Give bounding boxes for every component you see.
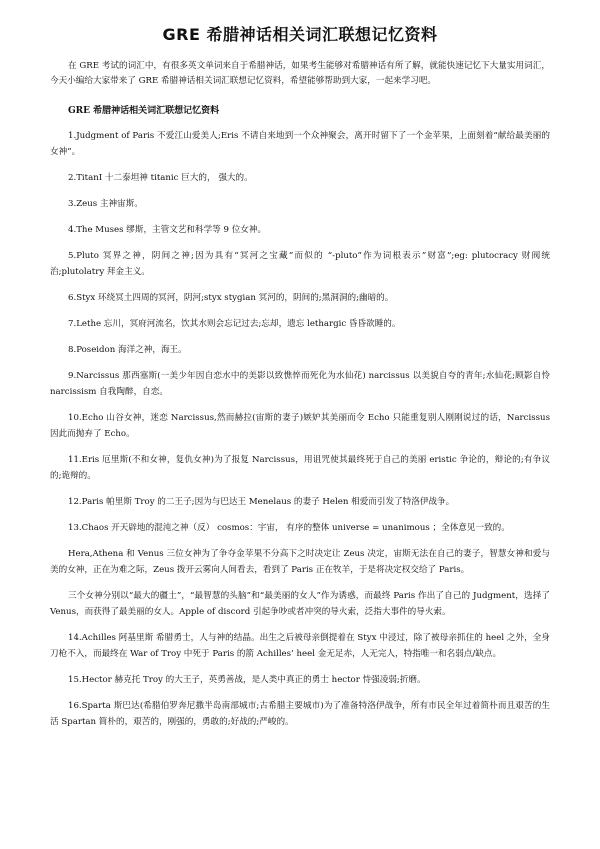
entry-item: 15.Hector 赫克托 Troy 的大王子，英勇善战，是人类中真正的勇士 hector 恃强凌弱;折磨。 (68, 675, 426, 685)
entry-item: 2.TitanI 十二泰坦神 titanic 巨大的， 强大的。 (68, 173, 253, 183)
section-heading: GRE 希腊神话相关词汇联想记忆资料 (68, 106, 220, 116)
entry-item: 5.Pluto 冥界之神，阴间之神;因为具有“冥河之宝藏”而似的 “-pluto”作为词根表示”财富”;eg: plutocracy 财阀统治;plutolatry 拜金主义。 (50, 251, 550, 277)
entry-item: 6.Styx 环绕冥土四周的冥河，阴河;styx stygian 冥河的，阴间的;黑洞洞的;幽暗的。 (68, 293, 394, 303)
entry-item: 11.Eris 厄里斯(不和女神，复仇女神)为了报复 Narcissus，用诅咒使其最终死于自己的美丽 eristic 争论的，辩论的;有争议的;诡辩的。 (50, 455, 550, 481)
entry-item: 9.Narcissus 那西塞斯(一美少年因自恋水中的美影以致憔悴而死化为水仙花) narcissus 以美貌自夸的青年;水仙花;顾影自怜 narcissism 自我陶醉，自恋。 (50, 371, 550, 397)
entry-item: 13.Chaos 开天辟地的混沌之神（反） cosmos：宇宙， 有序的整体 universe = unanimous ；全体意见一致的。 (68, 523, 510, 533)
entry-item: 12.Paris 帕里斯 Troy 的二王子;因为与巴达王 Menelaus 的妻子 Helen 相爱而引发了特洛伊战争。 (68, 497, 455, 507)
entry-item: 三个女神分别以“最大的疆土”，“最智慧的头脑”和“最美丽的女人”作为诱惑，而最终 Paris 作出了自己的 Judgment，选择了 Venus，而获得了最美丽的女人。Apple of discord 引起争吵或者冲突的导火索，泛指大事件的导火索。 (50, 591, 550, 617)
entry-item: 1.Judgment of Paris 不爱江山爱美人;Eris 不请自来地到一个众神聚会，离开时留下了一个金苹果，上面刻着“献给最美丽的女神”。 (50, 131, 550, 157)
entry-item: 4.The Muses 缪斯，主管文艺和科学等 9 位女神。 (68, 225, 267, 235)
entry-item: 16.Sparta 斯巴达(希腊伯罗奔尼撒半岛南部城市;古希腊主要城市)为了准备特洛伊战争，所有市民全年过着简朴而且艰苦的生活 Spartan 简朴的，艰苦的，刚强的，勇敢的;好战的;严峻的。 (50, 701, 550, 727)
entry-item: 14.Achilles 阿基里斯 希腊勇士，人与神的结晶。出生之后被母亲倒提着在 Styx 中浸过，除了被母亲抓住的 heel 之外，全身刀枪不入，而最终在 War of Troy 中死于 Paris 的箭 Achilles’ heel 金无足赤，人无完人，特指唯一和名弱点/缺点。 (50, 633, 550, 659)
intro-paragraph: 在 GRE 考试的词汇中，有很多英文单词来自于希腊神话，如果考生能够对希腊神话有所了解，就能快速记忆下大量实用词汇，今天小编给大家带来了 GRE 希腊神话相关词汇联想记忆资料，希望能够帮助到大家，一起来学习吧。 (50, 61, 550, 86)
page-title: GRE 希腊神话相关词汇联想记忆资料 (162, 25, 438, 44)
entry-item: 8.Poseidon 海洋之神，海王。 (68, 345, 187, 355)
entry-item: 3.Zeus 主神宙斯。 (68, 199, 143, 209)
entries-list (50, 128, 550, 730)
entry-item: 10.Echo 山谷女神，迷恋 Narcissus,然而赫拉(宙斯的妻子)嫉妒其美丽而令 Echo 只能重复别人刚刚说过的话，Narcissus 因此而抛弃了 Echo。 (50, 413, 550, 439)
entry-item: 7.Lethe 忘川，冥府河流名，饮其水则会忘记过去;忘却，遗忘 lethargic 昏昏欲睡的。 (68, 319, 401, 329)
entry-item: Hera,Athena 和 Venus 三位女神为了争夺金苹果不分高下之时决定让 Zeus 决定，宙斯无法在自己的妻子，智慧女神和爱与美的女神，正在为难之际，Zeus 拨开云雾向人间看去，看到了 Paris 正在牧羊，于是将决定权交给了 Paris。 (50, 549, 550, 575)
